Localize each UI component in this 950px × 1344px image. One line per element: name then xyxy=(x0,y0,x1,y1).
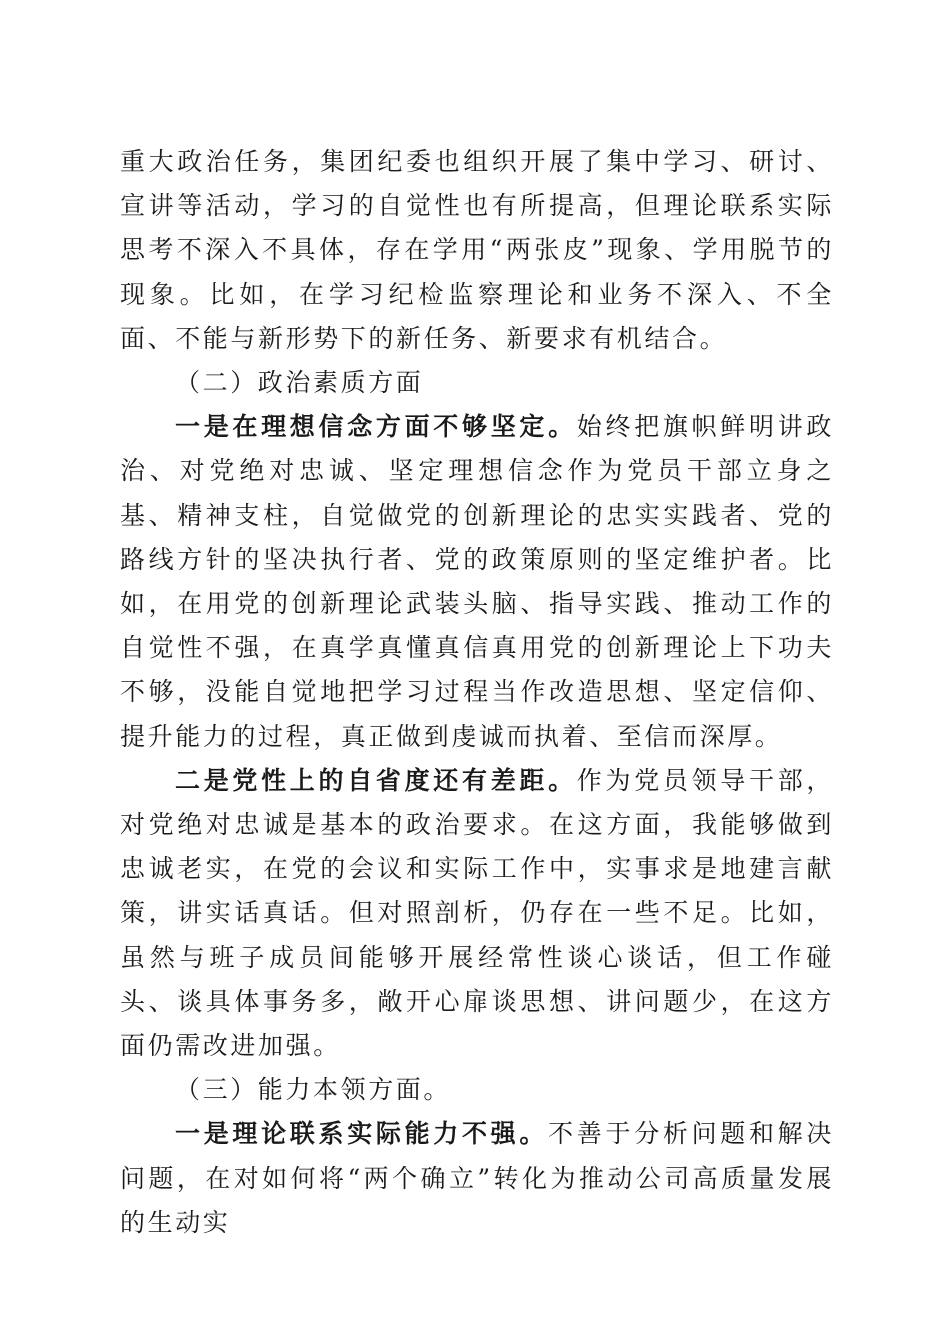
paragraph-party-spirit xyxy=(120,759,834,1068)
paragraph-ideals-belief xyxy=(120,405,834,759)
paragraph-lead: 二是党性上的自省度还有差距。 xyxy=(175,765,577,795)
paragraph-lead: 一是理论联系实际能力不强。 xyxy=(175,1119,549,1149)
section-heading-political-quality: （二）政治素质方面 xyxy=(175,368,424,398)
paragraph-text: 作为党员领导干部，对党绝对忠诚是基本的政治要求。在这方面，我能够做到忠诚老实，在党的会议和实际工作中，实事求是地建言献策，讲实话真话。但对照剖析，仍存在一些不足。比如，虽然与班子成员间能够开展经常性谈心谈话，但工作碰头、谈具体事务多，敞开心扉谈思想、讲问题少，在这方面仍需改进加强。 xyxy=(120,765,834,1061)
paragraph-continued: 重大政治任务，集团纪委也组织开展了集中学习、研讨、宣讲等活动，学习的自觉性也有所提高，但理论联系实际思考不深入不具体，存在学用“两张皮”现象、学用脱节的现象。比如，在学习纪检监察理论和业务不深入、不全面、不能与新形势下的新任务、新要求有机结合。 xyxy=(120,147,834,353)
paragraph-theory-practice xyxy=(120,1112,834,1245)
paragraph-text: 始终把旗帜鲜明讲政治、对党绝对忠诚、坚定理想信念作为党员干部立身之基、精神支柱，自觉做党的创新理论的忠实实践者、党的路线方针的坚决执行者、党的政策原则的坚定维护者。比如，在用党的创新理论武装头脑、指导实践、推动工作的自觉性不强，在真学真懂真信真用党的创新理论上下功夫不够，没能自觉地把学习过程当作改造思想、坚定信仰、提升能力的过程，真正做到虔诚而执着、至信而深厚。 xyxy=(120,412,834,751)
paragraph-lead: 一是在理想信念方面不够坚定。 xyxy=(175,412,577,442)
paragraph-text: 不善于分析问题和解决问题，在对如何将“两个确立”转化为推动公司高质量发展的生动实 xyxy=(120,1119,834,1237)
document-body xyxy=(120,140,834,1245)
section-heading-ability: （三）能力本领方面。 xyxy=(175,1075,452,1105)
